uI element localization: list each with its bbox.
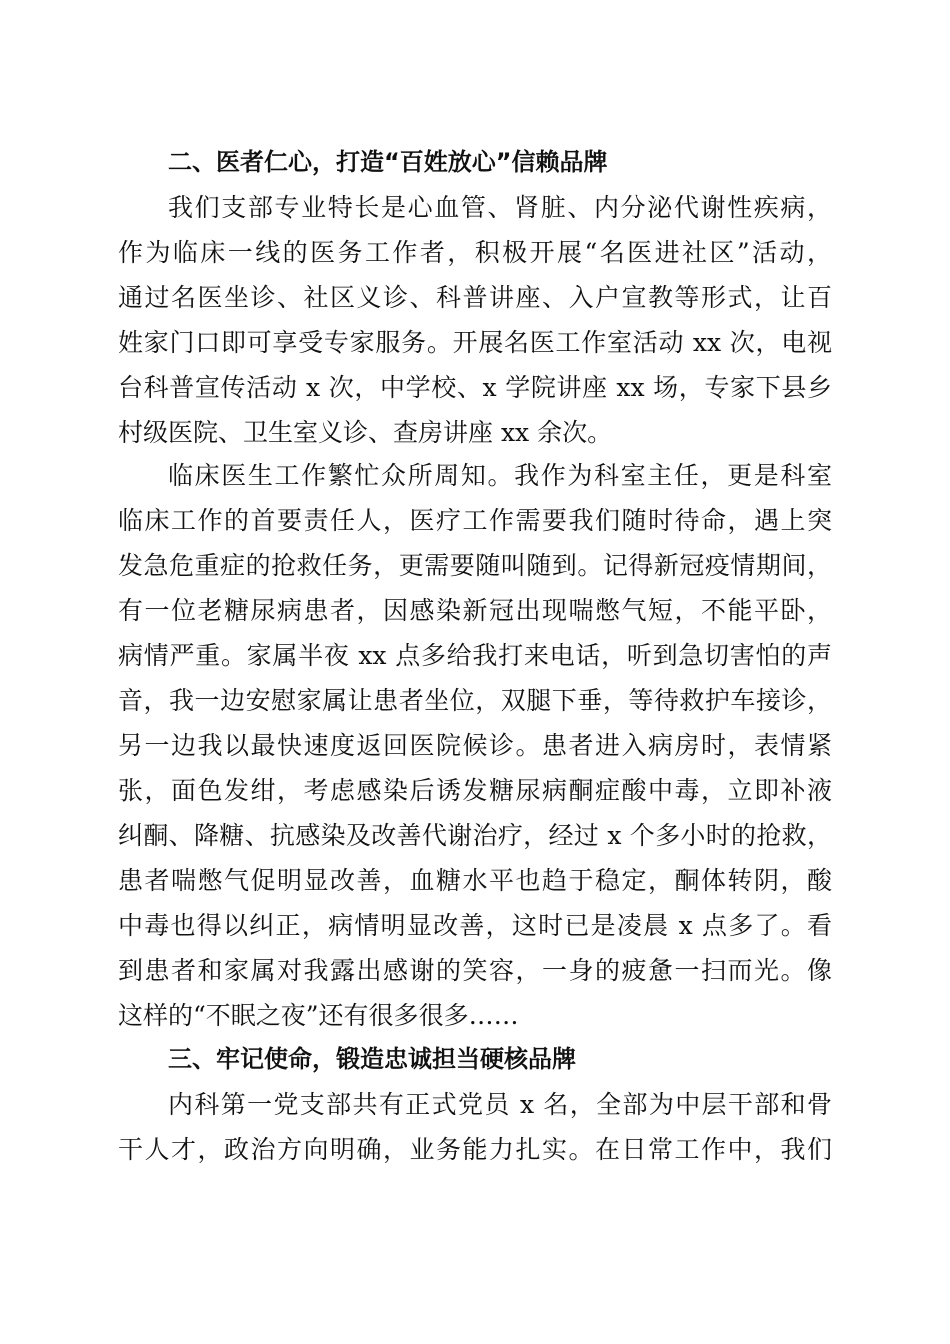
paragraph-2-line: 有一位老糖尿病患者，因感染新冠出现喘憋气短，不能平卧， [118, 596, 832, 625]
paragraph-1-line: 台科普宣传活动 x 次，中学校、x 学院讲座 xx 场，专家下县乡 [118, 373, 832, 402]
paragraph-2-line: 发急危重症的抢救任务，更需要随叫随到。记得新冠疫情期间， [118, 551, 832, 580]
paragraph-2-line: 这样的“不眠之夜”还有很多很多…… [118, 1001, 519, 1030]
paragraph-2-line: 另一边我以最快速度返回医院候诊。患者进入病房时，表情紧 [118, 731, 832, 760]
paragraph-1-line: 通过名医坐诊、社区义诊、科普讲座、入户宣教等形式，让百 [118, 283, 832, 312]
paragraph-1-line: 作为临床一线的医务工作者，积极开展“名医进社区”活动， [118, 238, 832, 267]
paragraph-2-line: 纠酮、降糖、抗感染及改善代谢治疗，经过 x 个多小时的抢救， [118, 821, 832, 850]
paragraph-1-line: 姓家门口即可享受专家服务。开展名医工作室活动 xx 次，电视 [118, 328, 832, 357]
paragraph-2-line: 病情严重。家属半夜 xx 点多给我打来电话，听到急切害怕的声 [118, 641, 832, 670]
section-heading-2: 二、医者仁心，打造“百姓放心”信赖品牌 [168, 148, 608, 176]
paragraph-1-line: 村级医院、卫生室义诊、查房讲座 xx 余次。 [118, 418, 613, 447]
paragraph-2-line: 患者喘憋气促明显改善，血糖水平也趋于稳定，酮体转阴，酸 [118, 866, 832, 895]
paragraph-2-line: 临床工作的首要责任人，医疗工作需要我们随时待命，遇上突 [118, 506, 832, 535]
paragraph-2-line: 张，面色发绀，考虑感染后诱发糖尿病酮症酸中毒，立即补液 [118, 776, 832, 805]
paragraph-1-line: 我们支部专业特长是心血管、肾脏、内分泌代谢性疾病， [168, 193, 832, 222]
paragraph-3-line: 内科第一党支部共有正式党员 x 名，全部为中层干部和骨 [168, 1090, 832, 1119]
section-heading-3: 三、牢记使命，锻造忠诚担当硬核品牌 [168, 1045, 576, 1073]
paragraph-2-line: 到患者和家属对我露出感谢的笑容，一身的疲惫一扫而光。像 [118, 956, 832, 985]
paragraph-2-line: 音，我一边安慰家属让患者坐位，双腿下垂，等待救护车接诊， [118, 686, 832, 715]
paragraph-2-line: 临床医生工作繁忙众所周知。我作为科室主任，更是科室 [168, 461, 832, 490]
paragraph-2-line: 中毒也得以纠正，病情明显改善，这时已是凌晨 x 点多了。看 [118, 911, 832, 940]
paragraph-3-line: 干人才，政治方向明确，业务能力扎实。在日常工作中，我们 [118, 1135, 832, 1164]
